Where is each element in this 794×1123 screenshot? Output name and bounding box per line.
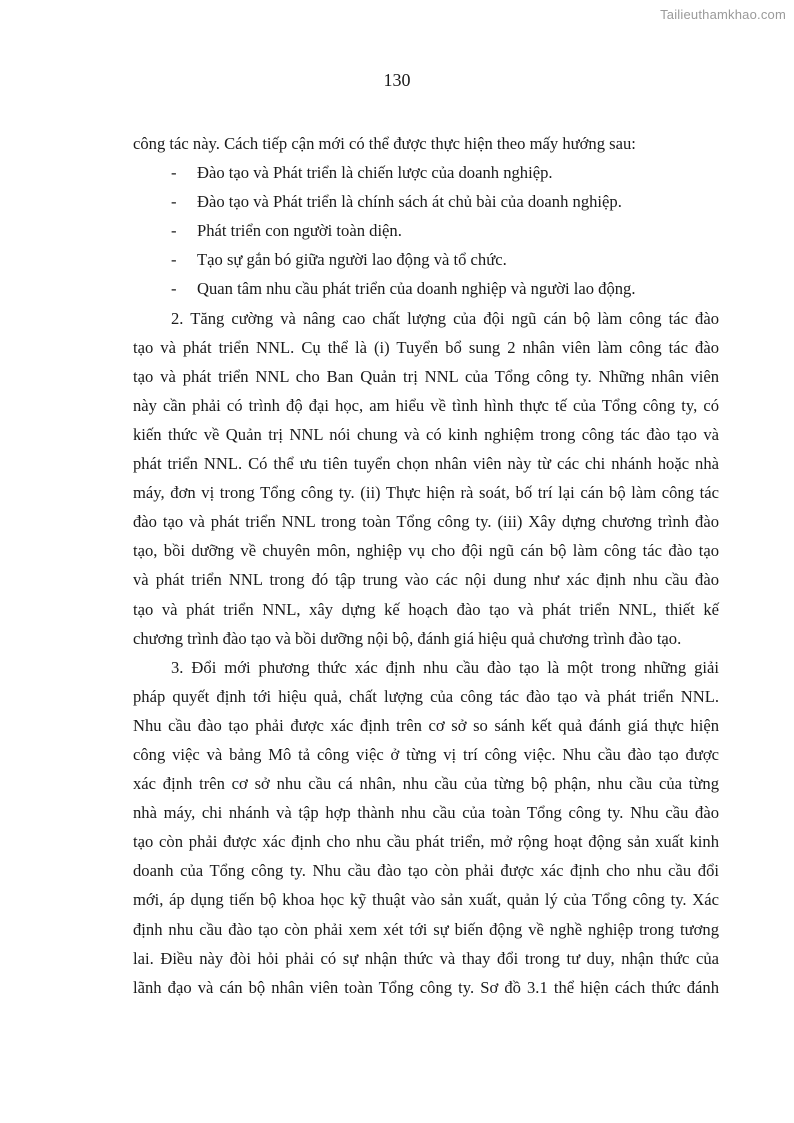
paragraph-line: tạo và phát triển NNL, xây dựng kế hoạch đào tạo và phát triển NNL, thiết kế xyxy=(133,599,719,619)
bullet-dash: - xyxy=(171,192,177,212)
bullet-text: Tạo sự gắn bó giữa người lao động và tổ chức. xyxy=(197,250,507,270)
bullet-text: Quan tâm nhu cầu phát triển của doanh nghiệp và người lao động. xyxy=(197,279,636,299)
paragraph-line: chương trình đào tạo và bồi dưỡng nội bộ, đánh giá hiệu quả chương trình đào tạo. xyxy=(133,628,682,648)
paragraph-3 xyxy=(133,653,719,1002)
paragraph-line: định nhu cầu đào tạo còn phải xem xét tới sự biến động về nghề nghiệp trong tương xyxy=(133,919,719,939)
paragraph-line: tạo còn phải được xác định cho nhu cầu phát triển, mở rộng hoạt động sản xuất kinh xyxy=(133,832,719,852)
paragraph-line: và phát triển NNL trong đó tập trung vào các nội dung như xác định nhu cầu đào xyxy=(133,570,719,590)
paragraph-line: tạo, bồi dưỡng về chuyên môn, nghiệp vụ cho đội ngũ cán bộ làm công tác đào tạo xyxy=(133,541,719,561)
paragraph-line: tạo và phát triển NNL cho Ban Quản trị NNL của Tổng công ty. Những nhân viên xyxy=(133,366,719,386)
list-item xyxy=(133,216,719,245)
paragraph-line: máy, đơn vị trong Tổng công ty. (ii) Thực hiện rà soát, bố trí lại cán bộ làm công tác xyxy=(133,483,719,503)
paragraph-line: đào tạo và phát triển NNL trong toàn Tổng công ty. (iii) Xây dựng chương trình đào xyxy=(133,512,719,532)
page-number: 130 xyxy=(383,70,411,90)
watermark: Tailieuthamkhao.com xyxy=(660,7,786,22)
list-item xyxy=(133,274,719,303)
bullet-text: Đào tạo và Phát triển là chính sách át chủ bài của doanh nghiệp. xyxy=(197,192,622,212)
bullet-dash: - xyxy=(171,279,177,299)
bullet-dash: - xyxy=(171,250,177,270)
paragraph-2 xyxy=(133,304,719,653)
paragraph-line: mới, áp dụng tiến bộ khoa học kỹ thuật vào sản xuất, quản lý của Tổng công ty. Xác xyxy=(133,890,719,910)
list-item xyxy=(133,187,719,216)
paragraph-line: lai. Điều này đòi hỏi phải có sự nhận thức và thay đổi trong tư duy, nhận thức của xyxy=(133,948,719,968)
paragraph-line: pháp quyết định tới hiệu quả, chất lượng của công tác đào tạo và phát triển NNL. xyxy=(133,686,719,706)
paragraph-line: nhà máy, chi nhánh và tập hợp thành nhu cầu của toàn Tổng công ty. Nhu cầu đào xyxy=(133,803,719,823)
paragraph-line: này cần phải có trình độ đại học, am hiểu về tình hình thực tế của Tổng công ty, có xyxy=(133,395,719,415)
list-item xyxy=(133,245,719,274)
list-item xyxy=(133,158,719,187)
bullet-dash: - xyxy=(171,221,177,241)
paragraph-line: 3. Đổi mới phương thức xác định nhu cầu đào tạo là một trong những giải xyxy=(171,657,719,677)
bullet-text: Phát triển con người toàn diện. xyxy=(197,221,402,241)
paragraph-line: 2. Tăng cường và nâng cao chất lượng của đội ngũ cán bộ làm công tác đào xyxy=(171,308,719,328)
paragraph-line: doanh của Tổng công ty. Nhu cầu đào tạo còn phải được xác định cho nhu cầu đổi xyxy=(133,861,719,881)
bullet-list xyxy=(133,158,719,303)
intro-line: công tác này. Cách tiếp cận mới có thể được thực hiện theo mấy hướng sau: xyxy=(133,134,636,153)
paragraph-line: phát triển NNL. Có thể ưu tiên tuyển chọn nhân viên này từ các chi nhánh hoặc nhà xyxy=(133,454,719,474)
paragraph-line: xác định trên cơ sở nhu cầu cá nhân, nhu cầu của từng bộ phận, nhu cầu của từng xyxy=(133,774,719,794)
paragraph-line: Nhu cầu đào tạo phải được xác định trên cơ sở so sánh kết quả đánh giá thực hiện xyxy=(133,715,719,735)
paragraph-line: kiến thức về Quản trị NNL nói chung và có kinh nghiệm trong công tác đào tạo và xyxy=(133,424,719,444)
bullet-dash: - xyxy=(171,163,177,183)
document-body xyxy=(133,129,719,1002)
paragraph-line: tạo và phát triển NNL. Cụ thể là (i) Tuyển bổ sung 2 nhân viên làm công tác đào xyxy=(133,337,719,357)
bullet-text: Đào tạo và Phát triển là chiến lược của doanh nghiệp. xyxy=(197,163,553,183)
paragraph-line: công việc và bảng Mô tả công việc ở từng vị trí công việc. Nhu cầu đào tạo được xyxy=(133,744,719,764)
paragraph-line: lãnh đạo và cán bộ nhân viên toàn Tổng công ty. Sơ đồ 3.1 thể hiện cách thức đánh xyxy=(133,977,719,997)
